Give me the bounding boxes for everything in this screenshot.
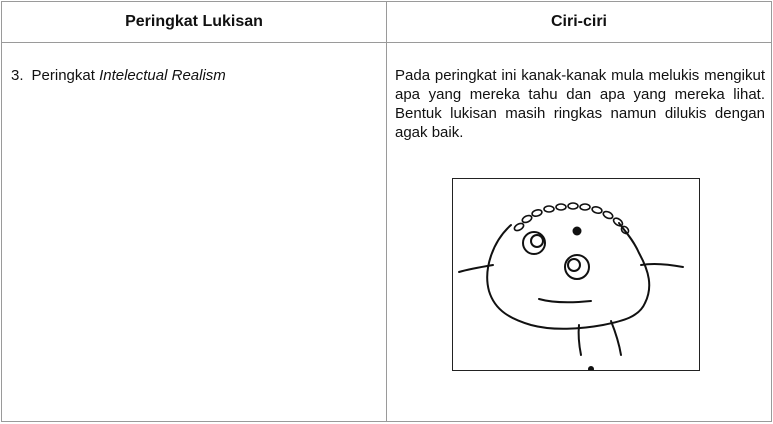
drawing-strokes bbox=[459, 203, 683, 355]
stage-label bbox=[11, 67, 226, 84]
column-divider bbox=[386, 2, 387, 421]
header-divider bbox=[2, 42, 771, 43]
child-drawing-image bbox=[452, 178, 700, 371]
bottom-dot bbox=[588, 366, 594, 370]
stage-name: Intelectual Realism bbox=[99, 67, 226, 84]
mouth bbox=[539, 299, 591, 302]
right-arm bbox=[641, 264, 683, 267]
hair-curls bbox=[513, 203, 630, 235]
stage-number: 3. bbox=[11, 67, 24, 84]
face-drawing bbox=[453, 179, 699, 370]
stage-description: Pada peringkat ini kanak-kanak mula melukis mengikut apa yang mereka tahu dan apa yang mereka lihat. Bentuk lukisan masih ringkas namun dilukis dengan agak baik. bbox=[395, 67, 765, 141]
neck-right bbox=[611, 321, 621, 355]
neck-left bbox=[579, 325, 581, 355]
left-eye-inner bbox=[531, 235, 543, 247]
header-ciri-ciri: Ciri-ciri bbox=[550, 13, 607, 30]
right-eye-inner bbox=[568, 259, 580, 271]
stage-prefix: Peringkat bbox=[31, 67, 100, 84]
header-peringkat-lukisan: Peringkat Lukisan bbox=[125, 13, 263, 30]
nose-dot bbox=[573, 227, 582, 236]
